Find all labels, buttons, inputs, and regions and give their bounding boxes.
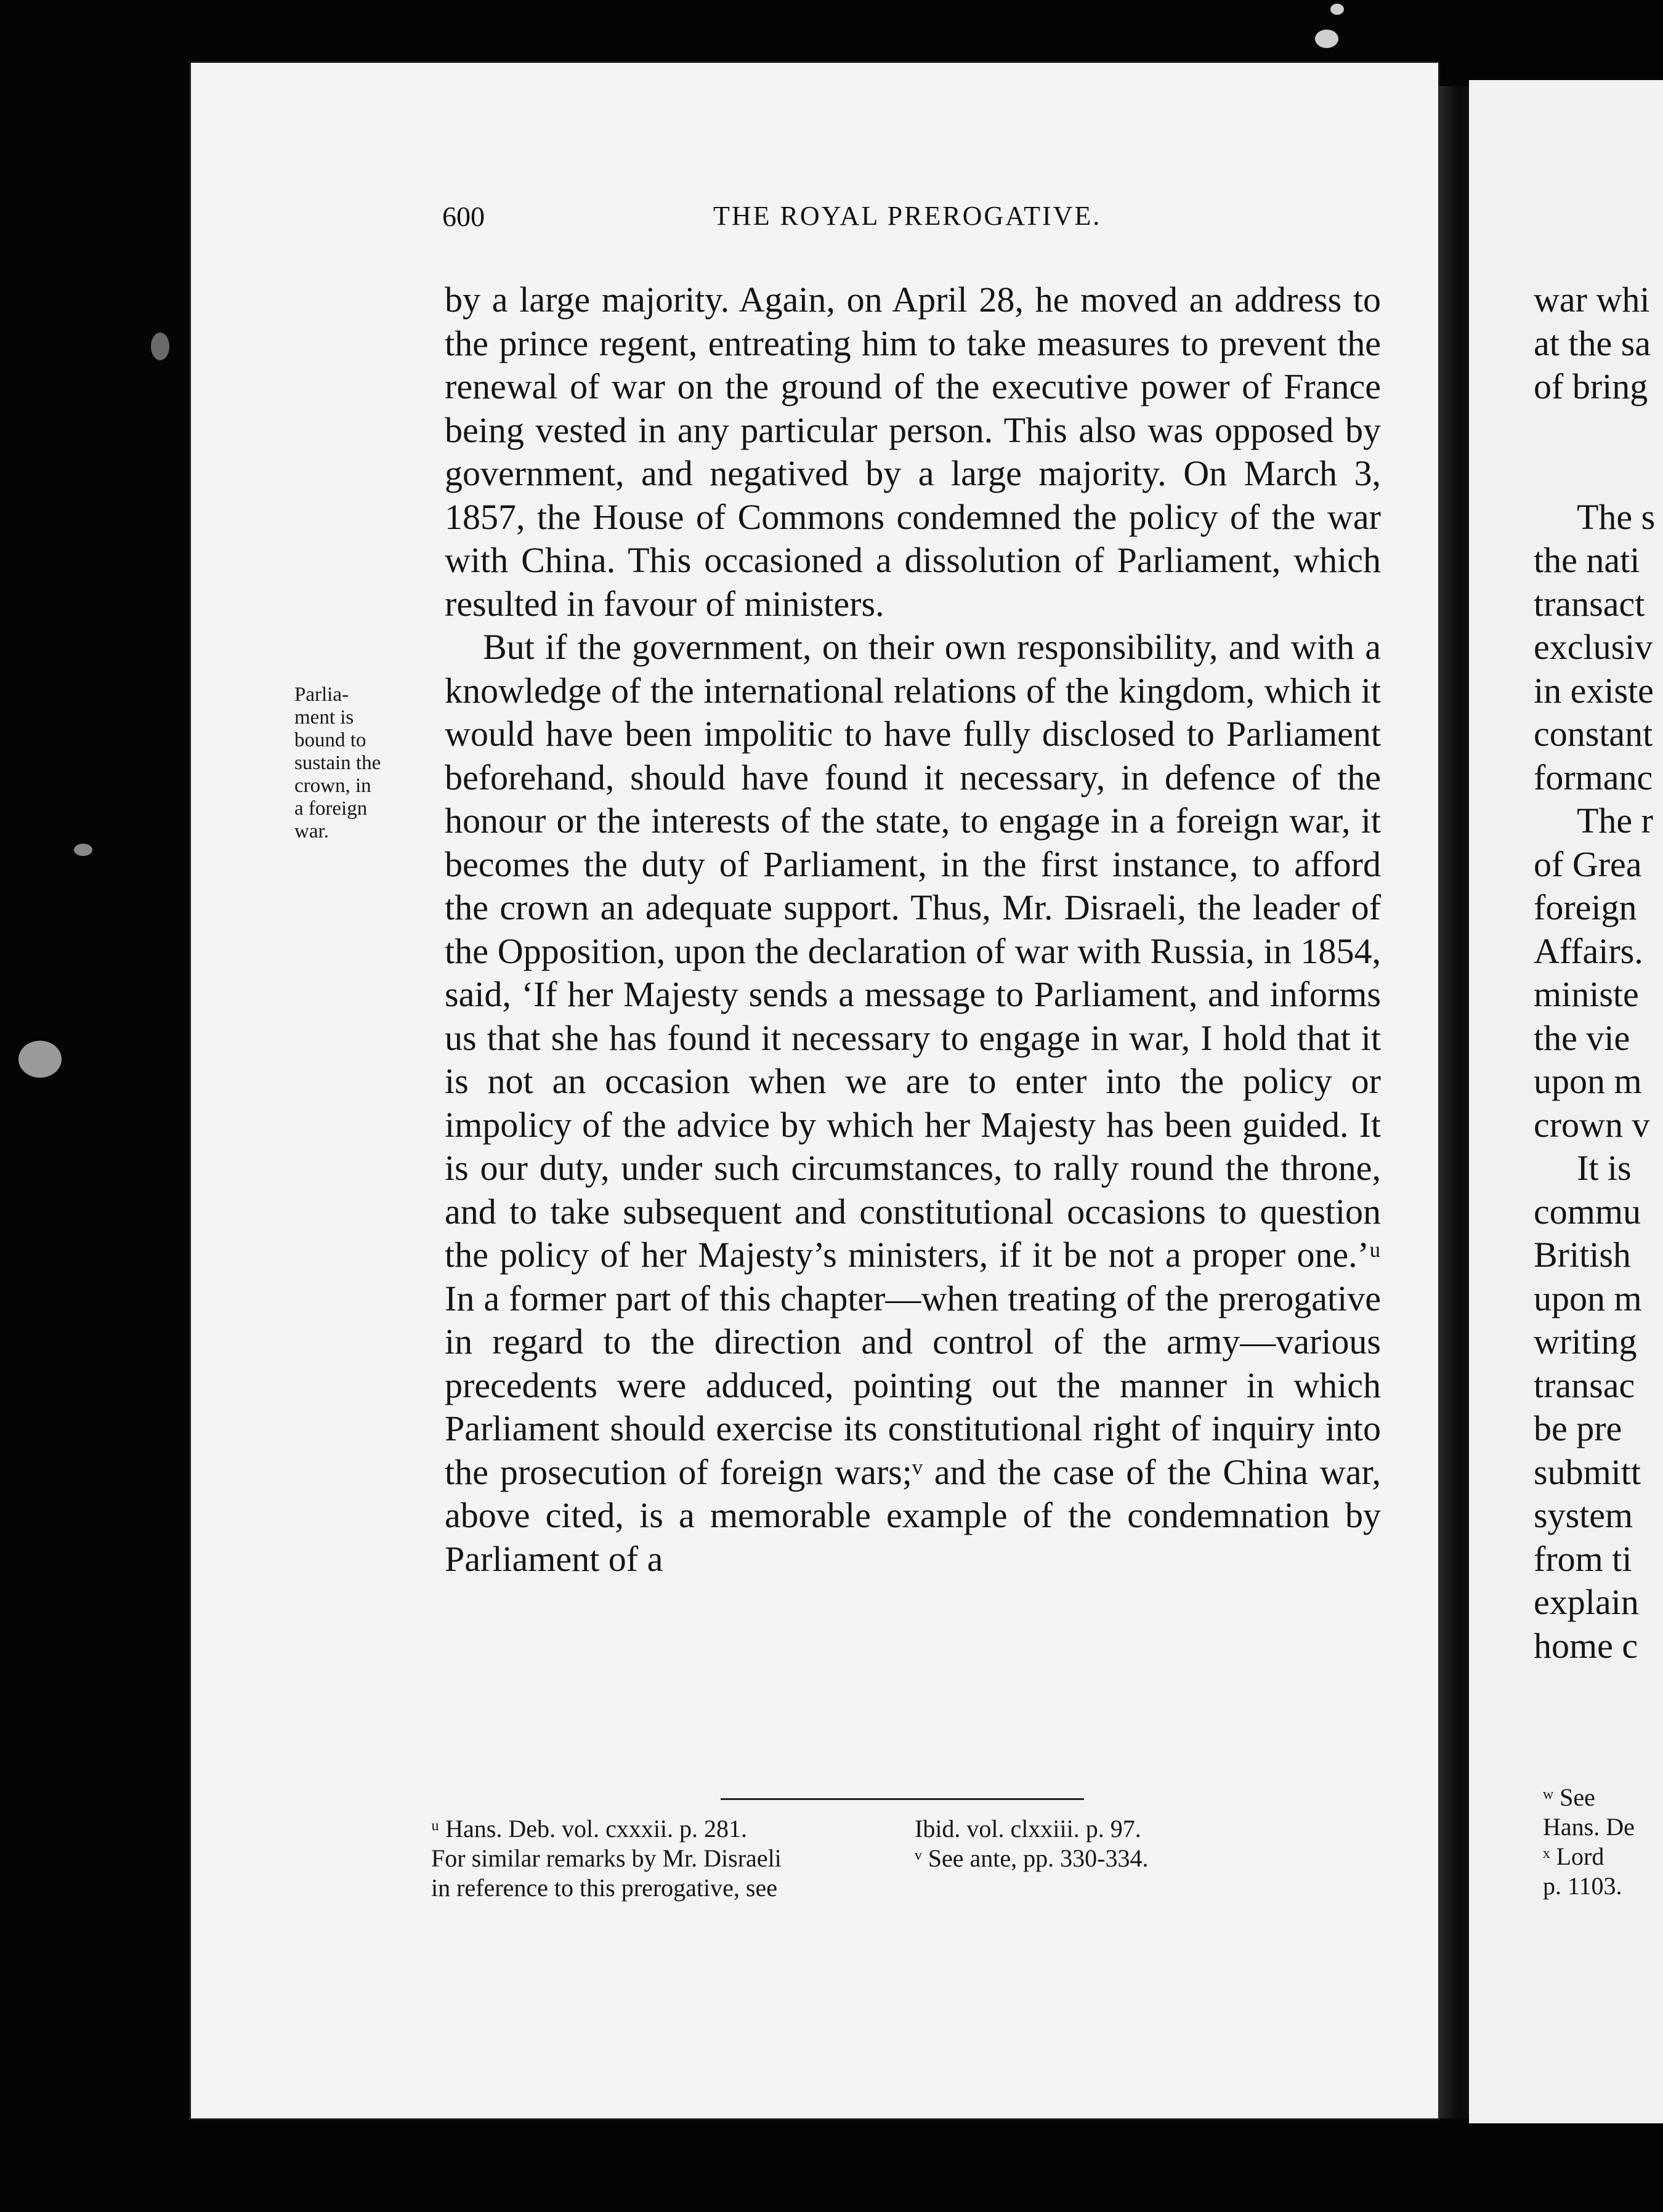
margin-speck (151, 333, 169, 360)
facing-page-line: British (1534, 1235, 1631, 1275)
footnote-rule (721, 1798, 1084, 1800)
page-gutter (1438, 86, 1472, 2118)
running-head (442, 200, 1397, 243)
page-number: 600 (442, 201, 485, 232)
facing-page-line: foreign (1534, 887, 1637, 927)
margin-note-line: crown, in (294, 775, 371, 797)
facing-page-line: The r (1577, 801, 1653, 841)
facing-page-footnote-line: ʷ See (1543, 1783, 1595, 1811)
facing-page-line: of bring (1534, 366, 1648, 406)
facing-page-line: commu (1534, 1191, 1641, 1232)
facing-page-line: constant (1534, 714, 1653, 754)
facing-page-line: be pre (1534, 1408, 1622, 1448)
facing-page-line: at the sa (1534, 323, 1651, 363)
margin-note-line: Parlia- (294, 684, 349, 706)
margin-note-line: bound to (294, 729, 366, 751)
facing-page-line: writing (1534, 1322, 1637, 1362)
footnote-line: For similar remarks by Mr. Disraeli (431, 1844, 782, 1872)
facing-page-line: system (1534, 1495, 1633, 1535)
running-title: THE ROYAL PREROGATIVE. (713, 201, 1102, 231)
facing-page-line: of Grea (1534, 844, 1642, 884)
facing-page-line: It is (1577, 1148, 1632, 1188)
facing-page-line: home c (1534, 1625, 1638, 1666)
margin-note-line: ment is (294, 706, 354, 729)
facing-page-text (1534, 278, 1663, 1668)
facing-page-line: upon m (1534, 1278, 1642, 1318)
footnote-line: ᵛ See ante, pp. 330-334. (915, 1844, 1149, 1872)
margin-note (294, 684, 427, 843)
facing-page-line: crown v (1534, 1104, 1650, 1145)
footnote-line: ᵘ Hans. Deb. vol. cxxxii. p. 281. (431, 1815, 748, 1843)
footnote-line: in reference to this prerogative, see (431, 1874, 777, 1902)
facing-page-line: explain (1534, 1582, 1639, 1622)
facing-page-footnote-line: Hans. De (1543, 1813, 1635, 1841)
facing-page-footnotes (1543, 1783, 1663, 1901)
facing-page-footnote-line: ˣ Lord (1543, 1843, 1604, 1870)
margin-note-line: sustain the (294, 752, 381, 774)
paragraph: by a large majority. Again, on April 28, he moved an address to the prince regent, entreating him to take measures to prevent the renewal of war on the ground of the executive power of France being vested in any particular person. This also was opposed by government, and negatived by a large majority. On March 3, 1857, the House of Commons condemned the policy of the war with China. This occasioned a dissolution of Parliament, which resulted in favour of ministers. (445, 280, 1381, 624)
facing-page-line (1534, 409, 1663, 453)
facing-page-line: transac (1534, 1365, 1635, 1405)
margin-note-line: a foreign (294, 797, 368, 820)
facing-page-line: from ti (1534, 1538, 1632, 1579)
footnote-line: Ibid. vol. clxxiii. p. 97. (915, 1815, 1141, 1843)
facing-page-line: war whi (1534, 280, 1650, 320)
margin-speck (1330, 4, 1344, 15)
facing-page-line: the vie (1534, 1017, 1630, 1058)
margin-speck (18, 1041, 62, 1078)
facing-page-line: ministe (1534, 974, 1639, 1014)
facing-page-line: The s (1577, 496, 1656, 537)
facing-page-line: in existe (1534, 670, 1654, 711)
margin-speck (74, 844, 92, 856)
body-text (445, 278, 1381, 1581)
paragraph: But if the government, on their own responsibility, and with a knowledge of the international relations of the kingdom, which it would have been impolitic to have fully disclosed to Parliament beforehand, should have found it necessary, in defence of the honour or the interests of the state, to engage in a foreign war, it becomes the duty of Parliament, in the first instance, to afford the crown an adequate support. Thus, Mr. Disraeli, the leader of the Opposition, upon the declaration of war with Russia, in 1854, said, ‘If her Majesty sends a message to Parliament, and informs us that she has found it necessary to engage in war, I hold that it is not an occasion when we are to enter into the policy or impolicy of the advice by which her Majesty has been guided. It is our duty, under such circumstances, to rally round the throne, and to take subsequent and constitutional occasions to question the policy of her Majesty’s ministers, if it be not a proper one.’ᵘ In a former part of this chapter—when treating of the prerogative in regard to the direction and control of the army—various precedents were adduced, pointing out the manner in which Parliament should exercise its constitutional right of inquiry into the prosecution of foreign wars;ᵛ and the case of the China war, above cited, is a memorable example of the condemnation by Parliament of a (445, 627, 1381, 1579)
facing-page-line: formanc (1534, 757, 1653, 797)
facing-page-line (1534, 452, 1663, 496)
facing-page-line: upon m (1534, 1061, 1642, 1101)
footnote-column-left (431, 1814, 782, 1903)
facing-page-line: Affairs. (1534, 930, 1643, 971)
facing-page-footnote-line: p. 1103. (1543, 1872, 1622, 1900)
facing-page-line: transact (1534, 583, 1645, 624)
facing-page-line: the nati (1534, 540, 1640, 580)
margin-note-line: war. (294, 820, 329, 842)
facing-page-line: submitt (1534, 1451, 1641, 1492)
facing-page-line: exclusiv (1534, 627, 1653, 667)
footnote-column-right (915, 1814, 1148, 1873)
margin-speck (1315, 30, 1338, 48)
